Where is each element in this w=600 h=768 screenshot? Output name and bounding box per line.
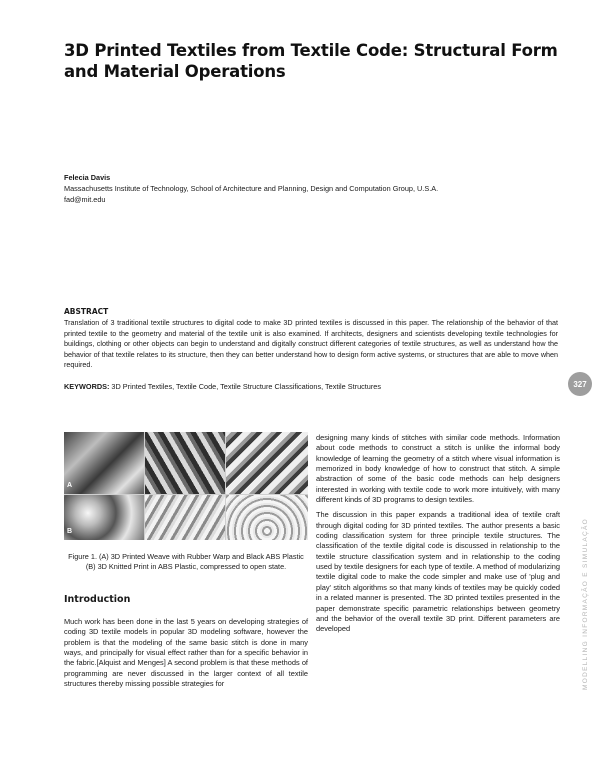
weave-photo-1 [64,432,144,494]
introduction-paragraph: Much work has been done in the last 5 years on developing strategies of coding 3D textile models in popular 3D modeling software, however the problem is that the modeling of the same basic stitch is done in many ways, and principally for visual effect rather than for a specific behavior in the fabric.[Alquist and Menges] A second problem is that these methods of programming are never discussed in the larger context of all textile structures thereby missing possible strategies for [64,617,308,689]
weave-photo-2 [145,432,225,494]
knit-photo-2 [145,495,225,540]
figure-label-a: A [67,482,73,489]
author-block [64,172,544,205]
body-paragraph-1: designing many kinds of stitches with similar code methods. Information about code methods to construct a stitch is unlike the informal body knowledge of learning the geometry of a stitch where visual information is memorized in body knowledge of how to construct that stitch. A simple abstraction of some of the basic code methods can help designers interested in working with textile code to work more intuitively, with many different kinds of 3D programs to design textiles. [316,433,560,505]
side-running-text: MODELLING INFORMAÇÃO E SIMULAÇÃO [582,518,589,690]
author-email: fad@mit.edu [64,195,106,204]
right-column [316,433,560,635]
keywords-text: 3D Printed Textiles, Textile Code, Textile Structure Classifications, Textile Structures [109,382,381,391]
author-name: Felecia Davis [64,173,111,182]
keywords-label: KEYWORDS: [64,382,110,391]
abstract-text: Translation of 3 traditional textile structures to digital code to make 3D printed textiles is discussed in this paper. The relationship of the behavior of that printed textile to the geometry and material of the textile unit is also examined. If architects, designers and scientists developing textile technologies for buildings, clothing or other objects can begin to understand and digitally construct different categories of textile structures, as well as understand how the behavior of that textile relates to its structure, then they can better understand how to design form active systems, or structures that are able to move when required. [64,318,558,370]
page-number-badge: 327 [568,372,592,396]
left-column [64,617,308,689]
abstract-section [64,307,558,370]
figure-caption: Figure 1. (A) 3D Printed Weave with Rubber Warp and Black ABS Plastic (B) 3D Knitted Print in ABS Plastic, compressed to open state. [68,552,304,571]
introduction-heading: Introduction [64,594,131,605]
figure-label-b: B [67,528,73,535]
keywords [64,381,544,392]
body-paragraph-2: The discussion in this paper expands a traditional idea of textile craft through digital coding for 3D printed textiles. The author presents a basic coding classification system for three principle textile structures. The classification of the textile digital code is discussed in relationship to the textile structure classification system and in relationship to the coding used by textile designers for each type of textile. A method of modularizing textile digital code to make the code simpler and make use of 'plug and play' stitch algorithms so that many kinds of textiles may be quickly coded in a related manner is presented. The 3D printed textiles presented in the paper demonstrate specific parametric relationships between geometry and the behavior of the overall textile 3D print. Different parameters are developed [316,510,560,634]
knit-photo-1 [64,495,144,540]
paper-title: 3D Printed Textiles from Textile Code: Structural Form and Material Operations [64,41,558,81]
weave-photo-3 [226,432,308,494]
author-affiliation: Massachusetts Institute of Technology, School of Architecture and Planning, Design and Computation Group, U.S.A. [64,184,439,193]
figure-1-image [64,432,308,540]
knit-photo-3 [226,495,308,540]
abstract-heading: ABSTRACT [64,307,109,316]
